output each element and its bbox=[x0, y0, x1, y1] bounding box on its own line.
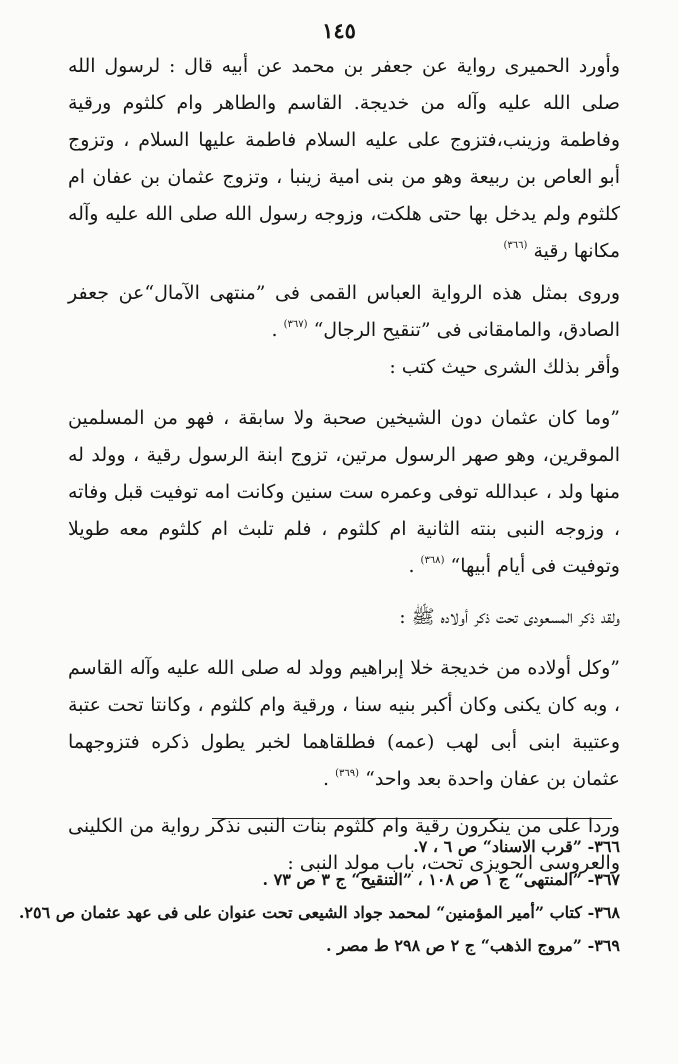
main-text bbox=[68, 48, 620, 882]
footnote-ref-369: (٣٦٩) bbox=[335, 768, 360, 779]
footnote-368: ٣٦٨- كتاب ”أمير المؤمنين“ لمحمد جواد الشيعى تحت عنوان على فى عهد عثمان ص ٢٥٦. bbox=[18, 903, 620, 922]
quote-shara: ”وما كان عثمان دون الشيخين صحبة ولا سابقة ، فهو من المسلمين الموقرين، وهو صهر الرسول مرتين، تزوج ابنة الرسول رقية ، وولد له منها ولد ، عبدالله توفى وعمره ست سنين وكانت امه توفيت قبل وفاته ، وزوجه النبى بنته الثانية ام كلثوم ، فلم تلبث ام كلثوم معه طويلا وتوفيت فى أيام أبيها“ $^{(٣٦٨)}$ . bbox=[68, 407, 620, 577]
quote-masudi: ”وكل أولاده من خديجة خلا إبراهيم وولد له صلى الله عليه وآله القاسم ، وبه كان يكنى وكان أكبر بنيه سنا ، ورقية وام كلثوم ، وكانتا تحت عتبة وعتيبة ابنى أبى لهب (عمه) فطلقاهما لخبر يطول ذكره فتزوجهما عثمان بن عفان واحدة بعد واحد“ $^{(٣٦٩)}$ . bbox=[68, 657, 620, 790]
paragraph-qummi: وروى بمثل هذه الرواية العباس القمى فى ”منتهى الآمال“عن جعفر الصادق، والمامقانى فى ”تنقيح الرجال“ $^{(٣٦٧)}$ . bbox=[68, 282, 620, 341]
paragraph-masudi-intro: ولقد ذكر المسعودى تحت ذكر أولاده ﷺ : bbox=[399, 606, 620, 628]
paragraph-humayri: وأورد الحميرى رواية عن جعفر بن محمد عن أبيه قال : لرسول الله صلى الله عليه وآله من خديجة. القاسم والطاهر وام كلثوم ورقية وفاطمة وزينب،فتزوج على عليه السلام فاطمة عليها السلام ، وتزوج أبو العاص بن ربيعة وهو من بنى امية زينبا ، وتزوج عثمان بن عفان ام كلثوم ولم يدخل بها حتى هلكت، وزوجه رسول الله صلى الله عليه وآله مكانها رقية $^{(٣٦٦)}$ bbox=[68, 55, 620, 262]
footnote-367: ٣٦٧- ”المنتهى“ ج ١ ص ١٠٨ ، ”التنقيح“ ج ٣ ص ٧٣ . bbox=[262, 870, 620, 889]
paragraph-shara-intro: وأقر بذلك الشرى حيث كتب : bbox=[389, 356, 620, 378]
footnote-divider bbox=[212, 818, 612, 819]
paragraph-kulayni: وردا على من ينكرون رقية وام كلثوم بنات النبى نذكر رواية من الكلينى والعروسى الحويزى تحت، باب مولد النبى : bbox=[68, 815, 620, 874]
page-number: ١٤٥ bbox=[322, 18, 356, 43]
footnote-ref-367: (٣٦٧) bbox=[283, 319, 308, 330]
footnote-369: ٣٦٩- ”مروج الذهب“ ج ٢ ص ٢٩٨ ط مصر . bbox=[326, 936, 620, 955]
footnote-ref-368: (٣٦٨) bbox=[420, 555, 445, 566]
footnotes bbox=[18, 830, 620, 962]
footnote-366: ٣٦٦- ”قرب الاسناد“ ص ٦ ، ٧. bbox=[413, 837, 620, 856]
footnote-ref-366: (٣٦٦) bbox=[503, 240, 528, 251]
